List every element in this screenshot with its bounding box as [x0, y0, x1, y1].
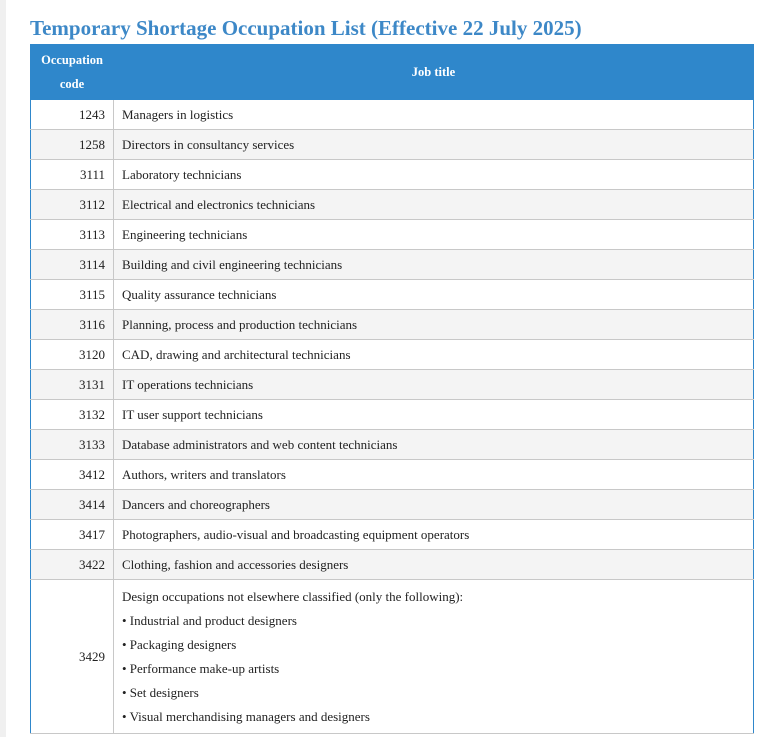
table-row: [31, 370, 754, 400]
table-row: [31, 220, 754, 250]
job-title-line: • Packaging designers: [122, 637, 237, 652]
job-title: Managers in logistics: [114, 100, 754, 130]
header-code-line1: Occupation: [41, 53, 103, 67]
table-row: [31, 280, 754, 310]
occupation-code: 3113: [31, 220, 114, 250]
occupation-code: 3111: [31, 160, 114, 190]
table-row: [31, 400, 754, 430]
occupation-code: 3115: [31, 280, 114, 310]
job-title: Building and civil engineering technicians: [114, 250, 754, 280]
occupation-code: 3131: [31, 370, 114, 400]
occupation-code: 1243: [31, 100, 114, 130]
job-title-multiline: [114, 580, 754, 734]
table-row: [31, 160, 754, 190]
job-title: Directors in consultancy services: [114, 130, 754, 160]
table-row: [31, 340, 754, 370]
job-title: IT user support technicians: [114, 400, 754, 430]
table-row: [31, 130, 754, 160]
job-title: Engineering technicians: [114, 220, 754, 250]
occupation-table: [30, 44, 754, 734]
job-title-line: • Performance make-up artists: [122, 661, 280, 676]
header-occupation-code: [31, 45, 114, 100]
table-row: [31, 310, 754, 340]
occupation-code: 3112: [31, 190, 114, 220]
left-edge-strip: [0, 0, 6, 737]
occupation-code: 3132: [31, 400, 114, 430]
table-header-row: [31, 45, 754, 100]
job-title-line: Design occupations not elsewhere classified (only the following):: [122, 589, 464, 604]
occupation-code: 3133: [31, 430, 114, 460]
occupation-code: 3412: [31, 460, 114, 490]
table-row: [31, 430, 754, 460]
job-title: Authors, writers and translators: [114, 460, 754, 490]
occupation-code: 1258: [31, 130, 114, 160]
job-title: Dancers and choreographers: [114, 490, 754, 520]
occupation-code: 3414: [31, 490, 114, 520]
job-title: Quality assurance technicians: [114, 280, 754, 310]
occupation-code: 3114: [31, 250, 114, 280]
job-title-line: • Visual merchandising managers and designers: [122, 709, 370, 724]
table-row: [31, 550, 754, 580]
header-job-title: Job title: [114, 45, 754, 100]
table-row: [31, 580, 754, 734]
table-row: [31, 250, 754, 280]
table-row: [31, 490, 754, 520]
occupation-code: 3422: [31, 550, 114, 580]
occupation-code: 3116: [31, 310, 114, 340]
table-row: [31, 190, 754, 220]
job-title: Database administrators and web content technicians: [114, 430, 754, 460]
job-title-line: • Industrial and product designers: [122, 613, 297, 628]
page-content: [30, 14, 753, 734]
job-title: Clothing, fashion and accessories designers: [114, 550, 754, 580]
occupation-code: 3417: [31, 520, 114, 550]
job-title: Planning, process and production technicians: [114, 310, 754, 340]
header-code-line2: code: [59, 77, 85, 91]
page-title: Temporary Shortage Occupation List (Effective 22 July 2025): [30, 16, 582, 40]
job-title: Laboratory technicians: [114, 160, 754, 190]
job-title: Photographers, audio-visual and broadcasting equipment operators: [114, 520, 754, 550]
table-row: [31, 460, 754, 490]
table-row: [31, 520, 754, 550]
job-title: IT operations technicians: [114, 370, 754, 400]
job-title: Electrical and electronics technicians: [114, 190, 754, 220]
job-title: CAD, drawing and architectural technicians: [114, 340, 754, 370]
occupation-code: 3120: [31, 340, 114, 370]
occupation-code: 3429: [31, 580, 114, 734]
table-row: [31, 100, 754, 130]
job-title-line: • Set designers: [122, 685, 199, 700]
